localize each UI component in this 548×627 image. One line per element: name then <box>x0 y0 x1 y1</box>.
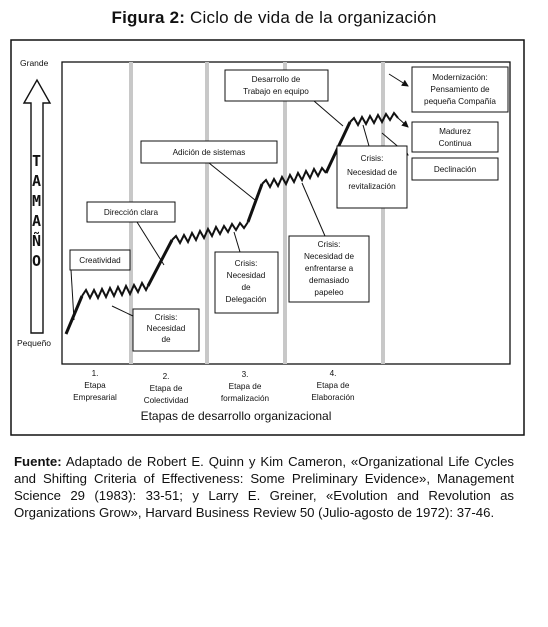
svg-text:Elaboración: Elaboración <box>311 393 355 402</box>
svg-text:Madurez: Madurez <box>439 127 471 136</box>
growth-path-rise <box>148 240 172 286</box>
svg-text:Pensamiento de: Pensamiento de <box>430 85 490 94</box>
svg-text:Continua: Continua <box>438 139 472 148</box>
connector-line <box>209 163 255 200</box>
svg-text:revitalización: revitalización <box>348 182 396 191</box>
size-letter: Ñ <box>32 232 42 250</box>
svg-text:Etapa de: Etapa de <box>316 381 350 390</box>
svg-text:Necesidad de: Necesidad de <box>346 168 398 177</box>
svg-text:formalización: formalización <box>220 394 270 403</box>
box-crisis-autonomia <box>133 309 199 351</box>
svg-text:Modernización:: Modernización: <box>432 73 488 82</box>
svg-text:Creatividad: Creatividad <box>79 256 121 265</box>
svg-text:3.: 3. <box>241 370 249 379</box>
connector-line <box>71 270 74 320</box>
box-direccion-clara <box>87 202 175 222</box>
size-letter: M <box>32 192 42 210</box>
svg-text:Declinación: Declinación <box>433 165 477 174</box>
y-axis-top-label: Grande <box>20 58 49 68</box>
figure-label: Figura 2: <box>111 8 186 27</box>
svg-text:Empresarial: Empresarial <box>73 393 117 402</box>
growth-path-evolution <box>82 283 148 298</box>
svg-text:Delegación: Delegación <box>225 295 267 304</box>
svg-text:de: de <box>241 283 251 292</box>
svg-text:Trabajo en equipo: Trabajo en equipo <box>243 87 309 96</box>
box-crisis-papeleo <box>289 236 369 302</box>
svg-text:de: de <box>161 335 171 344</box>
svg-text:Crisis:: Crisis: <box>154 313 178 322</box>
svg-text:papeleo: papeleo <box>314 288 344 297</box>
source-text: Adaptado de Robert E. Quinn y Kim Cameron, «Organizational Life Cycles and Shifting Criteria of Effectiveness: Some Preliminary Evidence», Management Science 29 (1983): 33-51; y Larry E. Greiner, «Evolution and Revolution as Organizations Grow», Harvard Business Review 50 (Julio-agosto de 1972): 37-46. <box>14 454 514 520</box>
connector-line <box>363 125 369 146</box>
svg-text:4.: 4. <box>329 369 337 378</box>
svg-text:Crisis:: Crisis: <box>317 240 341 249</box>
svg-text:pequeña Compañía: pequeña Compañía <box>424 97 496 106</box>
outcome-arrow <box>398 118 408 127</box>
connector-line <box>234 232 240 252</box>
y-axis-bottom-label: Pequeño <box>17 338 52 348</box>
outcome-arrow <box>389 74 408 86</box>
svg-text:Necesidad: Necesidad <box>226 271 266 280</box>
svg-text:Crisis:: Crisis: <box>360 154 384 163</box>
size-letter: A <box>32 212 42 230</box>
stage-label-4 <box>311 369 355 402</box>
stage-label-1 <box>73 369 117 402</box>
stage-label-2 <box>144 372 189 405</box>
box-modernizacion <box>412 67 508 112</box>
growth-path-evolution <box>350 113 398 125</box>
connector-line <box>137 222 164 265</box>
source-label: Fuente: <box>14 454 62 469</box>
svg-text:Dirección clara: Dirección clara <box>103 208 159 217</box>
svg-text:Necesidad: Necesidad <box>146 324 186 333</box>
box-madurez <box>412 122 498 152</box>
size-letter: A <box>32 172 42 190</box>
svg-text:Adición de sistemas: Adición de sistemas <box>172 148 246 157</box>
svg-text:Etapa: Etapa <box>84 381 106 390</box>
growth-path-rise <box>248 184 262 222</box>
box-creatividad <box>70 250 130 270</box>
box-adicion-sistemas <box>141 141 277 163</box>
svg-text:Colectividad: Colectividad <box>143 396 189 405</box>
figure-title-text: Ciclo de vida de la organización <box>190 8 437 27</box>
connector-line <box>314 101 343 126</box>
box-crisis-delegacion <box>215 252 278 313</box>
svg-text:Desarrollo de: Desarrollo de <box>251 75 301 84</box>
size-letter: T <box>32 152 42 170</box>
box-desarrollo-equipo <box>225 70 328 101</box>
svg-text:1.: 1. <box>91 369 99 378</box>
svg-text:2.: 2. <box>162 372 170 381</box>
stage-label-3 <box>221 370 270 403</box>
connector-line <box>302 183 325 236</box>
source-note <box>14 453 514 521</box>
svg-text:Etapa de: Etapa de <box>228 382 262 391</box>
box-declinacion <box>412 158 498 180</box>
svg-text:demasiado: demasiado <box>308 276 350 285</box>
svg-text:Necesidad de: Necesidad de <box>303 252 355 261</box>
size-letter: O <box>32 252 42 270</box>
growth-path-evolution <box>262 168 326 187</box>
x-axis-label: Etapas de desarrollo organizacional <box>140 409 332 423</box>
svg-text:Etapa de: Etapa de <box>149 384 183 393</box>
svg-text:enfrentarse a: enfrentarse a <box>304 264 354 273</box>
svg-text:Crisis:: Crisis: <box>234 259 258 268</box>
box-crisis-revitalizacion <box>337 146 407 208</box>
